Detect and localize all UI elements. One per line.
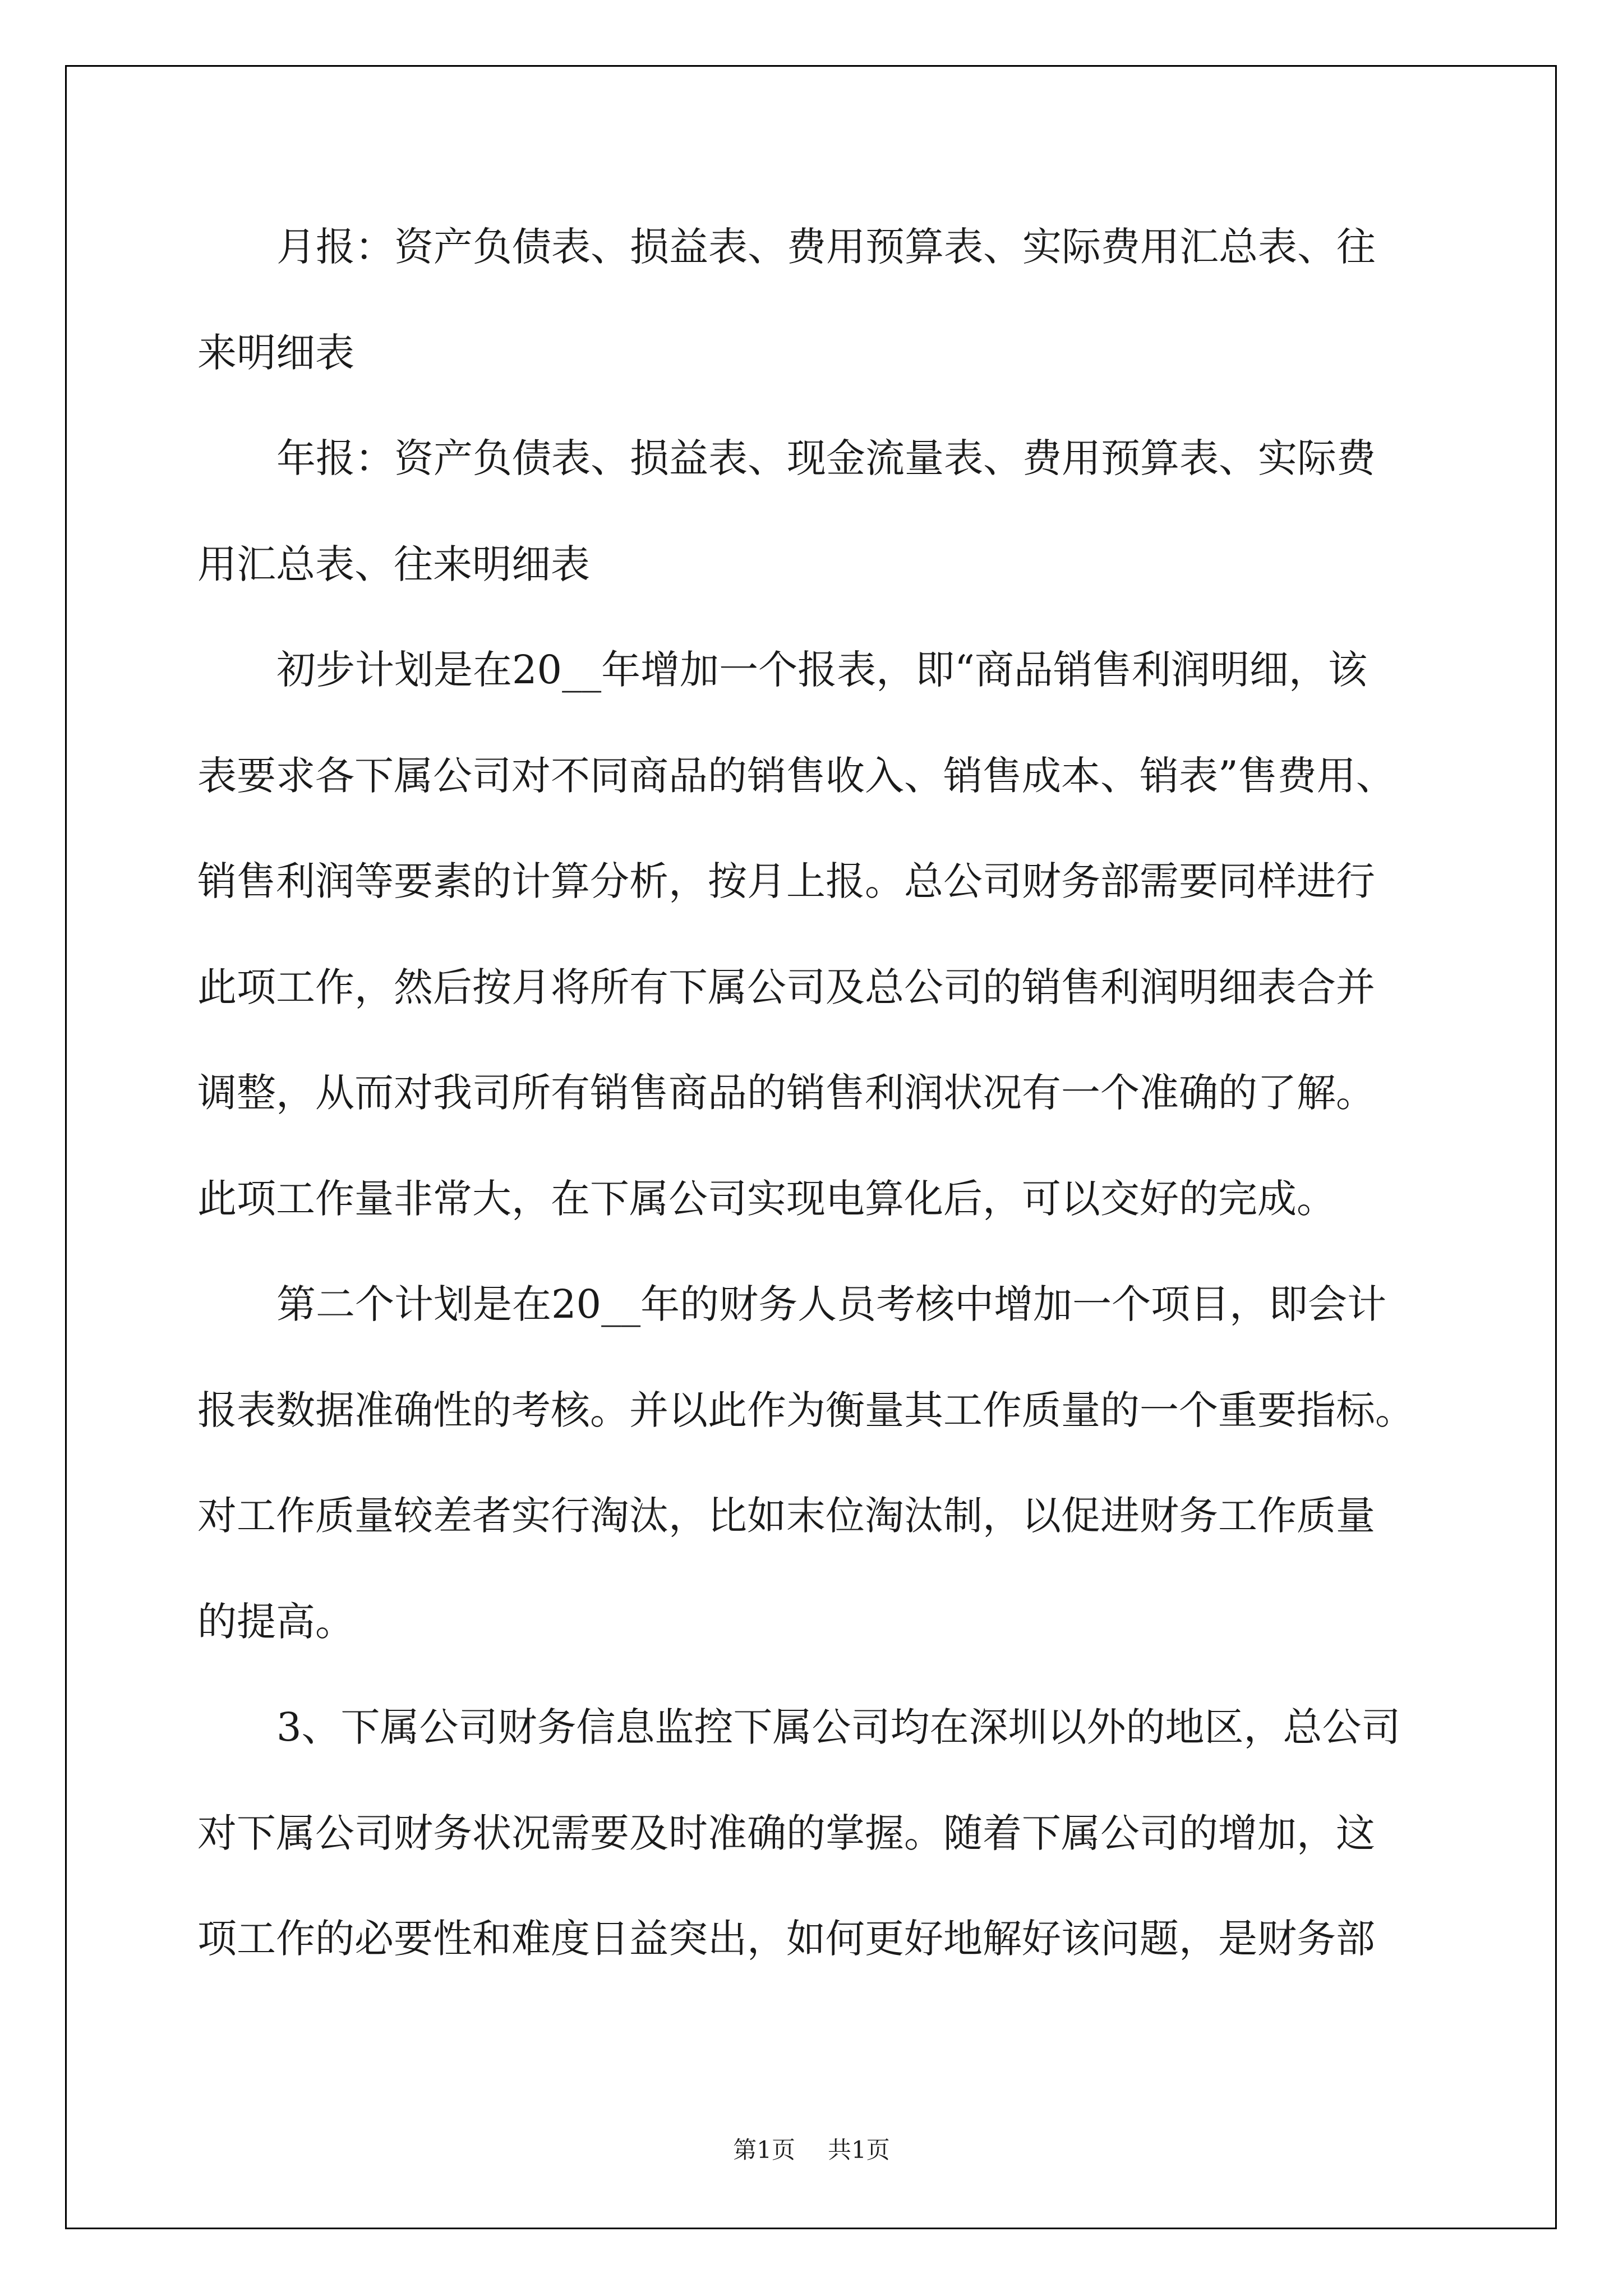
text-line: 项工作的必要性和难度日益突出，如何更好地解好该问题，是财务部	[197, 1916, 1375, 1962]
text-line: 初步计划是在20__年增加一个报表，即“商品销售利润明细，该	[276, 647, 1367, 693]
page-number: 第1页	[733, 2136, 795, 2164]
page-total: 共1页	[828, 2136, 890, 2164]
text-line: 年报：资产负债表、损益表、现金流量表、费用预算表、实际费	[276, 435, 1376, 481]
text-line: 3、下属公司财务信息监控下属公司均在深圳以外的地区，总公司	[276, 1704, 1401, 1750]
text-line: 表要求各下属公司对不同商品的销售收入、销售成本、销表”售费用、	[197, 753, 1395, 799]
text-line: 对下属公司财务状况需要及时准确的掌握。随着下属公司的增加，这	[197, 1810, 1375, 1856]
text-line: 调整，从而对我司所有销售商品的销售利润状况有一个准确的了解。	[197, 1070, 1375, 1116]
text-line: 销售利润等要素的计算分析，按月上报。总公司财务部需要同样进行	[197, 858, 1375, 904]
text-line: 用汇总表、往来明细表	[197, 541, 590, 587]
text-line: 第二个计划是在20__年的财务人员考核中增加一个项目，即会计	[276, 1281, 1387, 1327]
text-line: 对工作质量较差者实行淘汰，比如末位淘汰制，以促进财务工作质量	[197, 1493, 1375, 1539]
text-line: 的提高。	[197, 1599, 354, 1645]
text-line: 报表数据准确性的考核。并以此作为衡量其工作质量的一个重要指标。	[197, 1387, 1414, 1433]
page-footer	[0, 2132, 1623, 2165]
page-border	[65, 65, 1557, 2229]
text-line: 月报：资产负债表、损益表、费用预算表、实际费用汇总表、往	[276, 224, 1376, 270]
text-line: 此项工作量非常大，在下属公司实现电算化后，可以交好的完成。	[197, 1176, 1336, 1222]
text-line: 来明细表	[197, 330, 354, 376]
text-line: 此项工作，然后按月将所有下属公司及总公司的销售利润明细表合并	[197, 964, 1375, 1010]
